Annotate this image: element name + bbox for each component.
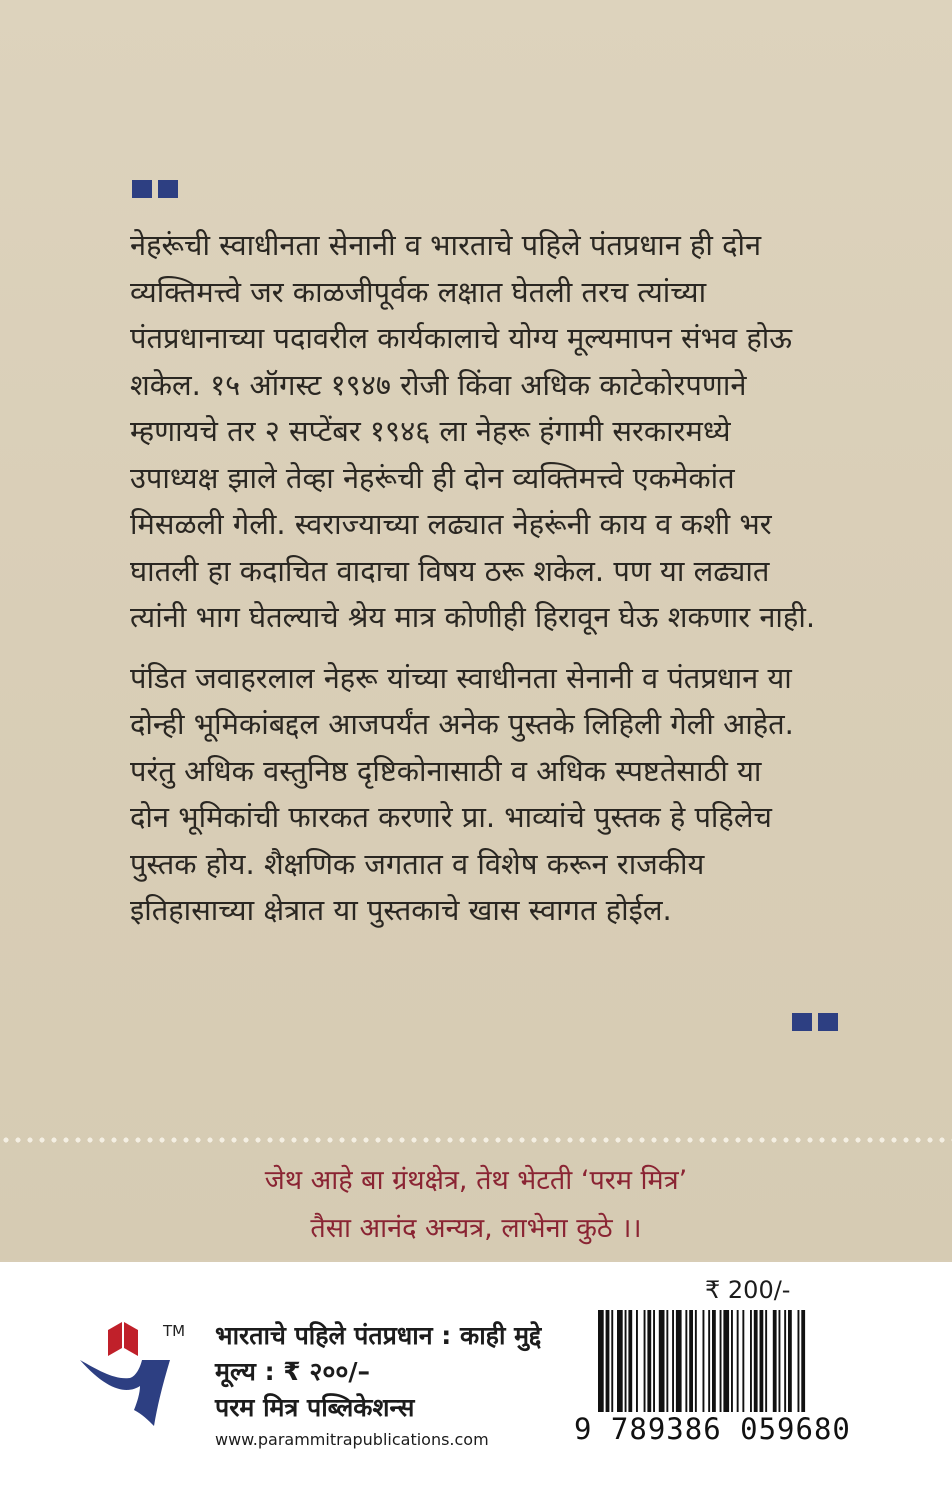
blurb-line: पंतप्रधानाच्या पदावरील कार्यकालाचे योग्य मूल्यमापन संभव होऊ [130, 321, 793, 355]
blurb-line: घातली हा कदाचित वादाचा विषय ठरू शकेल. पण या लढ्यात [130, 553, 770, 588]
blurb-line: परंतु अधिक वस्तुनिष्ठ दृष्टिकोनासाठी व अधिक स्पष्टतेसाठी या [130, 753, 762, 788]
blurb-line: इतिहासाच्या क्षेत्रात या पुस्तकाचे खास स्वागत होईल. [130, 893, 672, 927]
blurb-line: व्यक्तिमत्त्वे जर काळजीपूर्वक लक्षात घेतली तरच त्यांच्या [130, 274, 707, 309]
publisher-logo-icon [78, 1320, 174, 1430]
book-info [215, 1318, 541, 1449]
quote-close-squares-icon [792, 1013, 838, 1031]
blurb-line: त्यांनी भाग घेतल्याचे श्रेय मात्र कोणीही हिरावून घेऊ शकणार नाही. [130, 600, 816, 634]
tagline-line-1: जेथ आहे बा ग्रंथक्षेत्र, तेथ भेटती ‘परम मित्र’ [264, 1165, 688, 1196]
blurb-line: उपाध्यक्ष झाले तेव्हा नेहरूंची ही दोन व्यक्तिमत्त्वे एकमेकांत [130, 460, 735, 495]
blurb-line: शकेल. १५ ऑगस्ट १९४७ रोजी किंवा अधिक काटेकोरपणाने [130, 367, 747, 402]
trademark-mark: TM [163, 1322, 186, 1340]
blurb-line: दोन भूमिकांची फारकत करणारे प्रा. भाव्यांचे पुस्तक हे पहिलेच [130, 800, 772, 834]
blurb-text [130, 222, 860, 948]
blurb-line: पुस्तक होय. शैक्षणिक जगतात व विशेष करून राजकीय [130, 846, 705, 881]
blurb-line: मिसळली गेली. स्वराज्याच्या लढ्यात नेहरूंनी काय व कशी भर [130, 507, 772, 541]
publisher-website: www.parammitrapublications.com [215, 1430, 489, 1449]
book-price-label: मूल्य : ₹ २००/– [215, 1357, 371, 1386]
blurb-line: पंडित जवाहरलाल नेहरू यांच्या स्वाधीनता सेनानी व पंतप्रधान या [130, 660, 792, 695]
isbn-digits: 9 789386 059680 [574, 1412, 851, 1446]
quote-open-squares-icon [132, 180, 178, 198]
isbn-barcode-icon [598, 1310, 884, 1412]
blurb-line: दोन्ही भूमिकांबद्दल आजपर्यंत अनेक पुस्तके लिहिली गेली आहेत. [130, 707, 794, 741]
tagline-line-2: तैसा आनंद अन्यत्र, लाभेना कुठे ।। [310, 1213, 642, 1244]
book-title: भारताचे पहिले पंतप्रधान : काही मुद्दे [215, 1321, 542, 1350]
blurb-line: म्हणायचे तर २ सप्टेंबर १९४६ ला नेहरू हंगामी सरकारमध्ये [130, 414, 731, 448]
price-tag: ₹ 200/- [705, 1276, 791, 1304]
publisher-name: परम मित्र पब्लिकेशन्स [215, 1393, 415, 1422]
blurb-line: नेहरूंची स्वाधीनता सेनानी व भारताचे पहिले पंतप्रधान ही दोन [130, 228, 762, 262]
dotted-divider [0, 1137, 952, 1143]
blurb-paragraph-1 [130, 222, 860, 641]
blurb-paragraph-2 [130, 655, 860, 934]
